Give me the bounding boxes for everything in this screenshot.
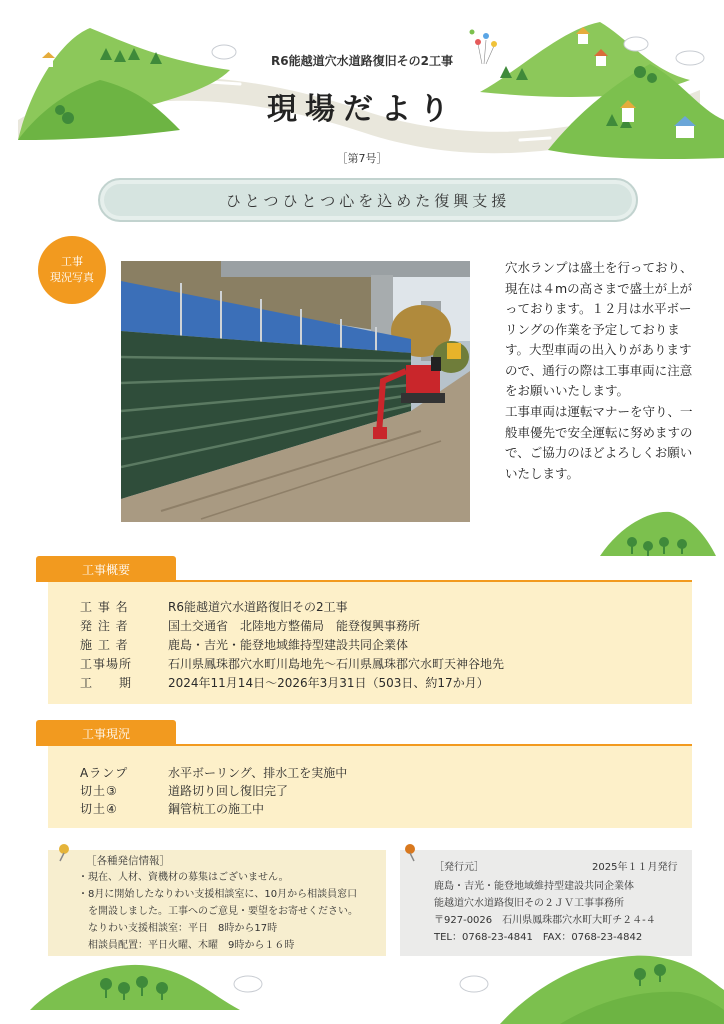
status-value: 鋼管杭工の施工中	[168, 802, 265, 816]
footer-landscape-illustration	[0, 940, 724, 1024]
publisher-line: 鹿島・吉光・能登地域維持型建設共同企業体	[434, 881, 634, 892]
overview-value: 2024年11月14日～2026年3月31日（503日、約17か月）	[168, 676, 489, 690]
overview-row	[80, 636, 408, 654]
status-row	[80, 782, 288, 800]
overview-label: 発 注 者	[80, 619, 129, 633]
info-line: ・8月に開始したなりわい支援相談室に、10月から相談員窓口	[78, 889, 358, 900]
overview-heading: 工事概要	[36, 556, 176, 582]
publisher-label: ［発行元］	[434, 862, 484, 873]
status-row	[80, 800, 264, 818]
status-value: 水平ボーリング、排水工を実施中	[168, 766, 348, 780]
overview-label: 工 期	[80, 676, 133, 690]
headline-banner	[98, 178, 638, 222]
description-paragraph-2: 工事車両は運転マナーを守り、一般車優先で安全運転に努めますので、ご協力のほどよろしくお願いいたします。	[505, 404, 693, 481]
publish-date: 2025年１１月発行	[592, 862, 678, 873]
pushpin-icon	[54, 842, 74, 862]
photo-badge	[38, 236, 106, 304]
info-line: を開設しました。工事へのご意見・要望をお寄せください。	[78, 906, 358, 917]
publisher-line: TEL：0768-23-4841 FAX：0768-23-4842	[434, 932, 643, 943]
overview-row	[80, 598, 348, 616]
status-label: 切土④	[80, 802, 118, 816]
info-title: ［各種発信情報］	[86, 855, 170, 867]
publisher-line: 能越道穴水道路復旧その２ＪＶ工事事務所	[434, 898, 624, 909]
overview-label: 工 事 名	[80, 600, 129, 614]
photo-badge-line1: 工事	[61, 255, 83, 268]
info-line: ・現在、人材、資機材の募集はございません。	[78, 872, 289, 883]
status-value: 道路切り回し復旧完了	[168, 784, 289, 798]
headline-text: ひとつひとつ心を込めた復興支援	[225, 191, 511, 210]
info-line: 相談員配置：平日火曜、木曜 9時から１６時	[78, 940, 295, 951]
construction-site-photo	[121, 261, 470, 522]
status-label: 切土③	[80, 784, 118, 798]
newsletter-subtitle: R6能越道穴水道路復旧その2工事	[271, 54, 453, 68]
photo-badge-line2: 現況写真	[50, 271, 94, 284]
overview-value: 石川県鳳珠郡穴水町川島地先～石川県鳳珠郡穴水町天神谷地先	[168, 657, 505, 671]
issue-number: ［第7号］	[336, 152, 388, 165]
info-line: なりわい支援相談室：平日 8時から17時	[78, 923, 278, 934]
overview-value: 国土交通省 北陸地方整備局 能登復興事務所	[168, 619, 421, 633]
overview-row	[80, 655, 504, 673]
overview-row	[80, 617, 420, 635]
overview-label: 施 工 者	[80, 638, 129, 652]
publisher-line: 〒927-0026 石川県鳳珠郡穴水町大町チ２４-４	[434, 915, 656, 926]
newsletter-title: 現場だより	[267, 92, 457, 127]
overview-label: 工事場所	[80, 657, 133, 671]
overview-value: R6能越道穴水道路復旧その2工事	[168, 600, 348, 614]
pushpin-icon	[400, 842, 420, 862]
overview-value: 鹿島・吉光・能登地域維持型建設共同企業体	[168, 638, 409, 652]
status-heading: 工事現況	[36, 720, 176, 746]
description-paragraph-1: 穴水ランプは盛土を行っており、現在は４mの高さまで盛土が上がっております。１２月は水平ボーリングの作業を予定しております。大型車両の出入りがありますので、通行の際は工事車両に注意をお願いいたします。	[505, 260, 693, 398]
hill-illustration	[600, 506, 716, 562]
status-label: Aランプ	[80, 766, 129, 780]
overview-row	[80, 674, 489, 692]
status-row	[80, 764, 347, 782]
